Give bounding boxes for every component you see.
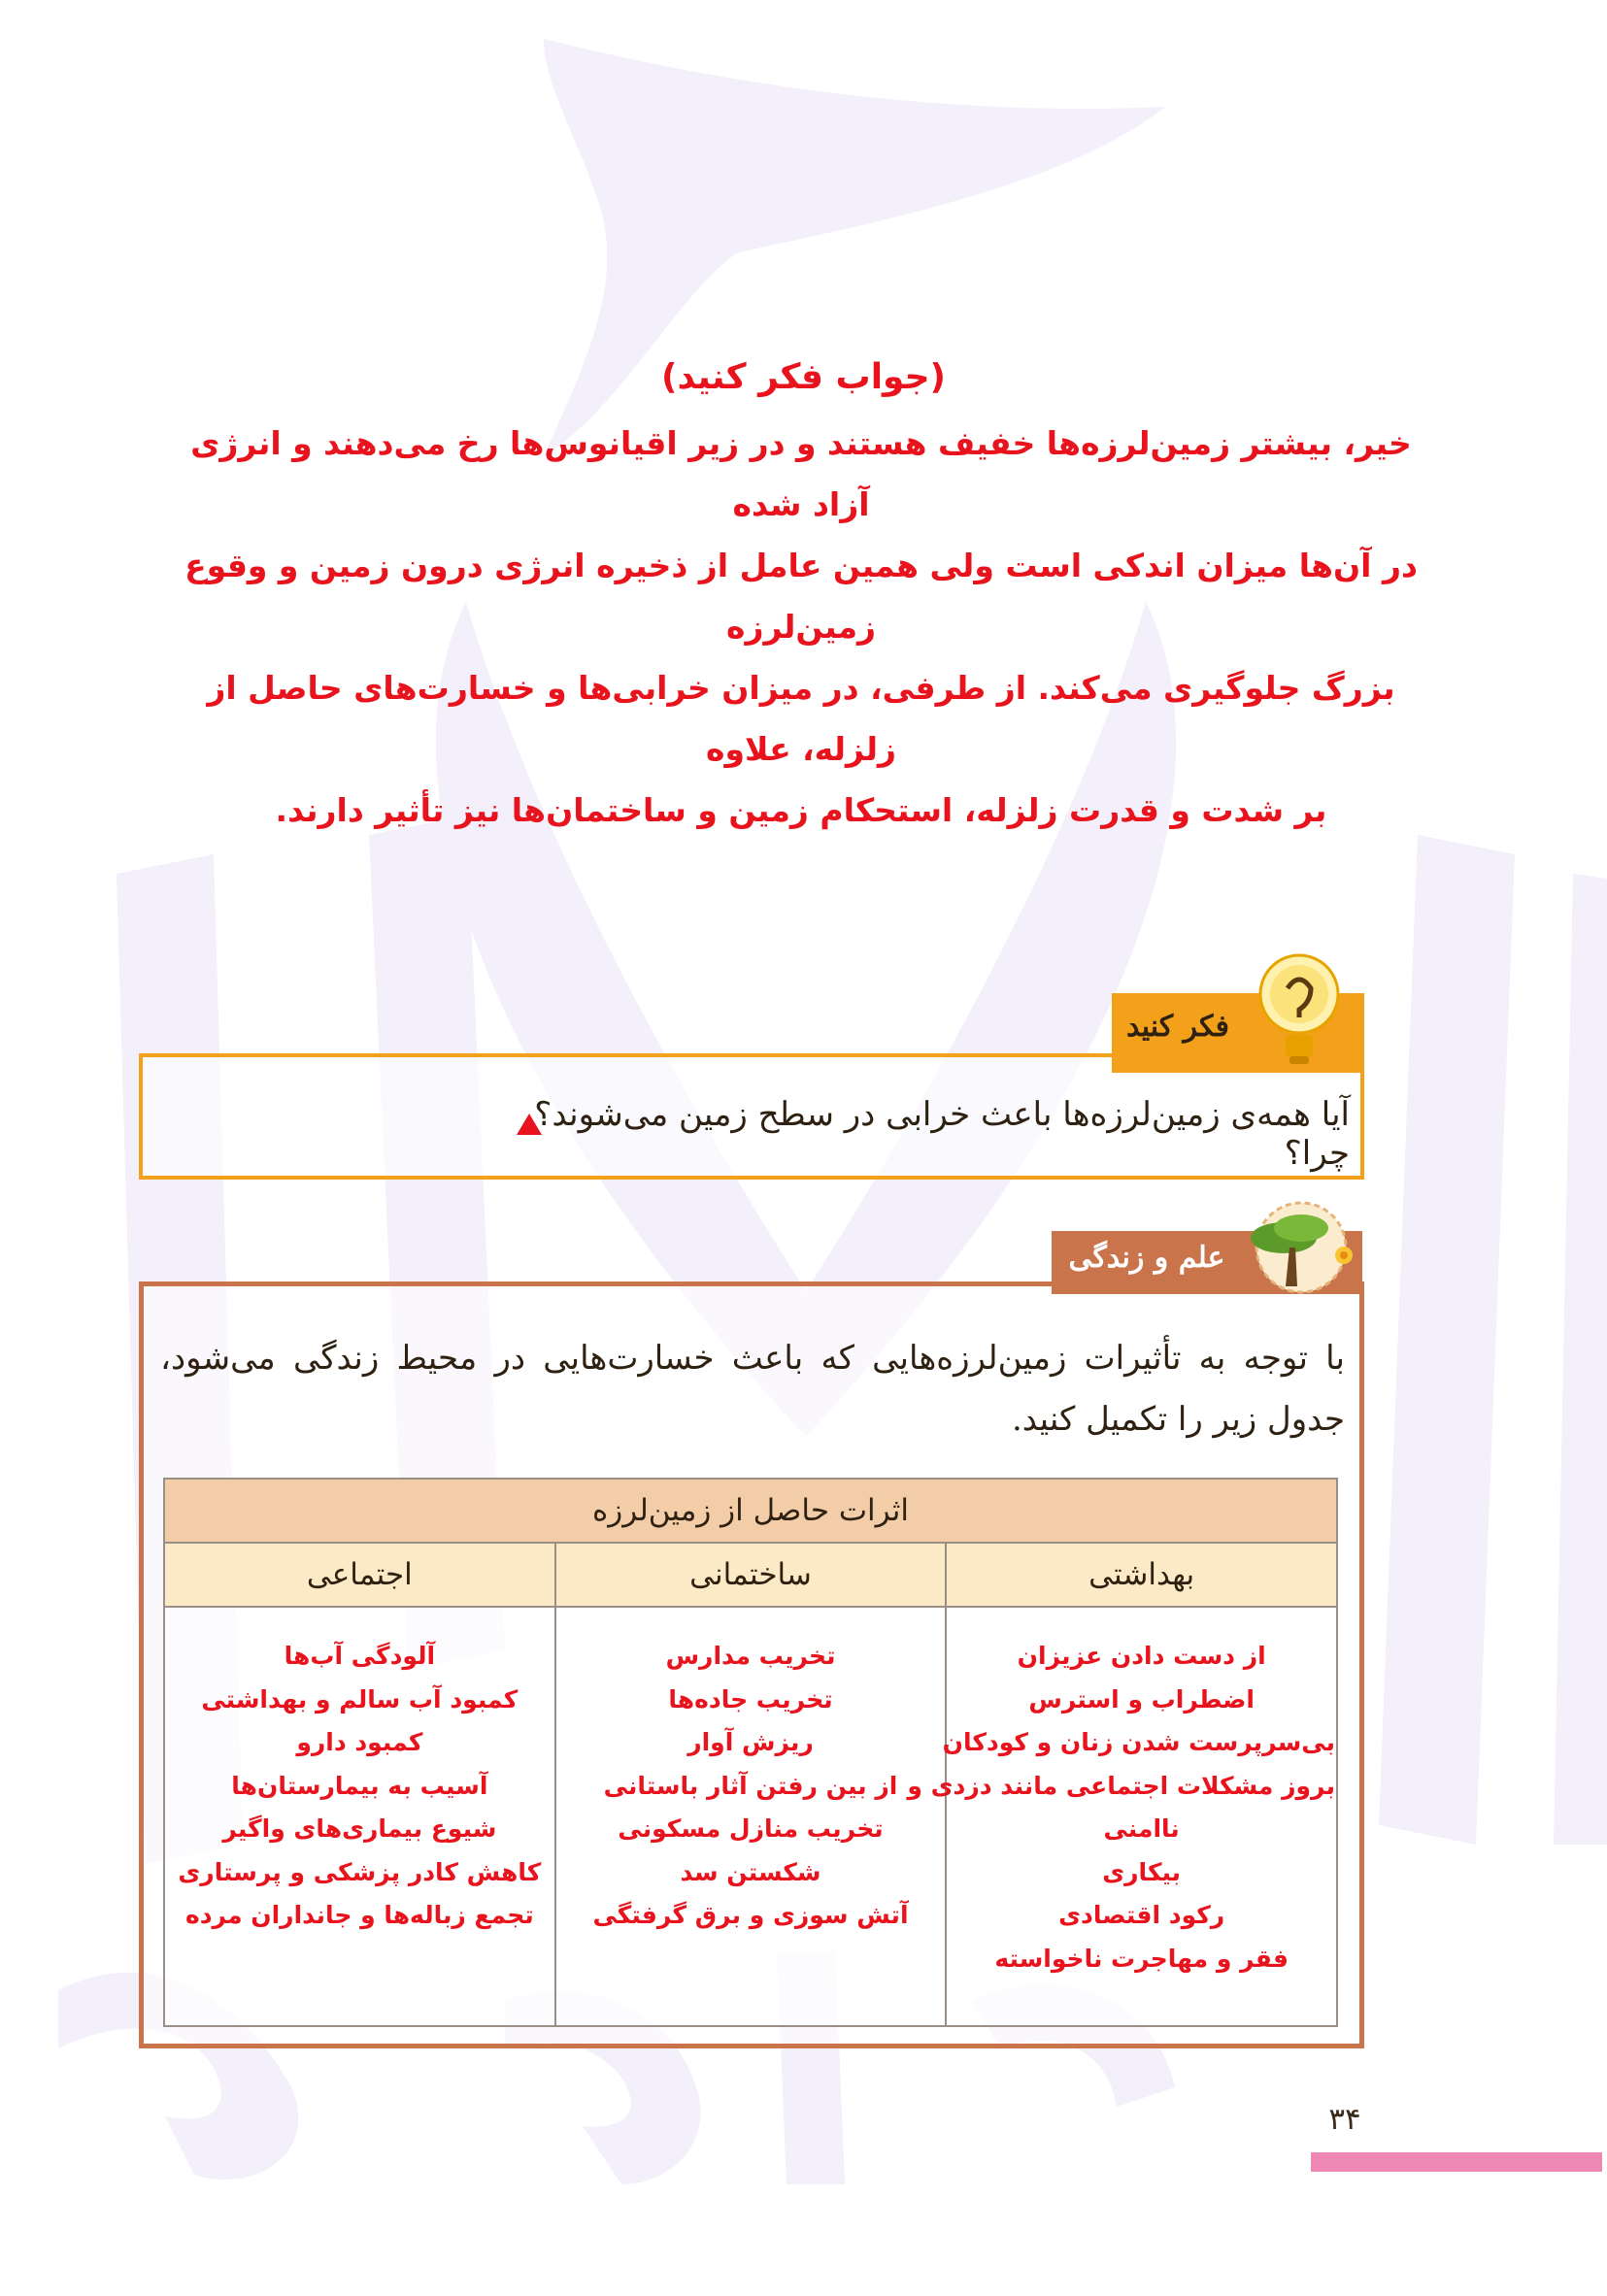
list-item: بیکاری	[1102, 1857, 1182, 1886]
list-item: ناامنی	[1103, 1814, 1180, 1843]
think-question: آیا همه‌ی زمین‌لرزه‌ها باعث خرابی در سطح زمین می‌شوند؟ چرا؟	[534, 1095, 1350, 1173]
list-item: آسیب به بیمارستان‌ها	[231, 1771, 488, 1800]
list-item: کمبود آب سالم و بهداشتی	[201, 1684, 519, 1714]
list-item: بی‌سرپرست شدن زنان و کودکان	[942, 1728, 1335, 1756]
list-item: از دست دادن عزیزان	[1017, 1642, 1266, 1670]
science-life-intro: با توجه به تأثیرات زمین‌لرزه‌هایی که باعث خسارت‌هایی در محیط زندگی می‌شود، جدول زیر را تکمیل کنید.	[160, 1339, 1345, 1439]
column-header-building: ساختمانی	[555, 1543, 947, 1607]
list-item: تخریب جاده‌ها	[668, 1684, 833, 1714]
table-caption-row	[164, 1479, 1337, 1543]
page-number: ۳۴	[1328, 2102, 1361, 2137]
answer-line: در آن‌ها میزان اندکی است ولی همین عامل از ذخیره انرژی درون زمین و وقوع زمین‌لرزه	[184, 547, 1418, 646]
table-caption: اثرات حاصل از زمین‌لرزه	[164, 1479, 1337, 1543]
list-item: کمبود دارو	[296, 1728, 423, 1756]
column-header-health: بهداشتی	[946, 1543, 1337, 1607]
list-item: از بین رفتن آثار باستانی	[603, 1771, 898, 1800]
list-item: بروز مشکلات اجتماعی مانند دزدی و	[907, 1771, 1335, 1800]
list-item: فقر و مهاجرت ناخواسته	[994, 1944, 1289, 1973]
column-social	[164, 1607, 555, 2026]
list-item: ریزش آوار	[687, 1728, 814, 1756]
answer-line: خیر، بیشتر زمین‌لرزه‌ها خفیف هستند و در زیر اقیانوس‌ها رخ می‌دهند و انرژی آزاد شده	[190, 424, 1412, 523]
effects-table	[163, 1478, 1338, 2027]
list-item: تخریب مدارس	[665, 1642, 836, 1670]
table-header-row	[164, 1543, 1337, 1607]
triangle-icon	[515, 1112, 544, 1137]
list-item: تخریب منازل مسکونی	[618, 1814, 884, 1843]
list-item: رکود اقتصادی	[1058, 1901, 1225, 1929]
column-health	[907, 1607, 1337, 2026]
answer-line: بر شدت و قدرت زلزله، استحکام زمین و ساختمان‌ها نیز تأثیر دارند.	[275, 791, 1327, 829]
lightbulb-icon	[1255, 951, 1344, 1068]
answer-line: بزرگ جلوگیری می‌کند. از طرفی، در میزان خرابی‌ها و خسارت‌های حاصل از زلزله، علاوه	[207, 669, 1395, 768]
list-item: آتش سوزی و برق گرفتگی	[592, 1901, 909, 1929]
column-header-social: اجتماعی	[164, 1543, 555, 1607]
list-item: شیوع بیماری‌های واگیر	[222, 1814, 497, 1843]
think-label: فکر کنید	[1125, 1010, 1230, 1044]
list-item: شکستن سد	[680, 1857, 821, 1886]
column-building	[555, 1607, 947, 2026]
list-item: تجمع زباله‌ها و جانداران مرده	[184, 1901, 534, 1929]
list-item: آلودگی آب‌ها	[284, 1642, 436, 1670]
list-item: کاهش کادر پزشکی و پرستاری	[178, 1857, 542, 1886]
tree-icon	[1225, 1199, 1371, 1296]
table-row	[164, 1607, 1337, 2026]
list-item: اضطراب و استرس	[1028, 1684, 1255, 1714]
answer-title: (جواب فکر کنید)	[660, 357, 947, 397]
page-footer-bar	[1311, 2152, 1602, 2172]
science-life-label: علم و زندگی	[1068, 1241, 1225, 1275]
answer-body	[165, 413, 1437, 841]
